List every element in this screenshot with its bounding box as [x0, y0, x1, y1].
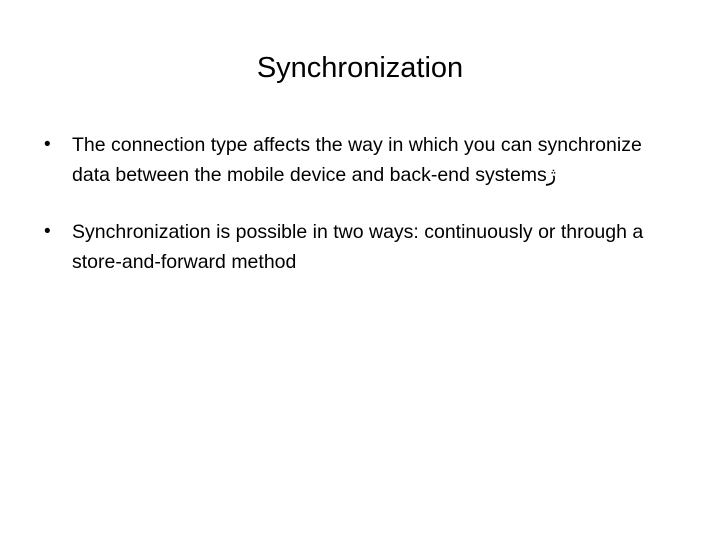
bullet-marker: • — [44, 221, 51, 242]
slide-title: Synchronization — [256, 52, 464, 84]
bullet-list — [44, 130, 684, 277]
bullet-text: Synchronization is possible in two ways: continuously or through a store-and-forward method — [72, 221, 644, 273]
bullet-text: The connection type affects the way in which you can synchronize data between the mobile device and back-end systemsژ — [72, 134, 642, 186]
bullet-marker: • — [44, 134, 51, 155]
bullet-item — [44, 217, 684, 277]
bullet-item — [44, 130, 684, 190]
